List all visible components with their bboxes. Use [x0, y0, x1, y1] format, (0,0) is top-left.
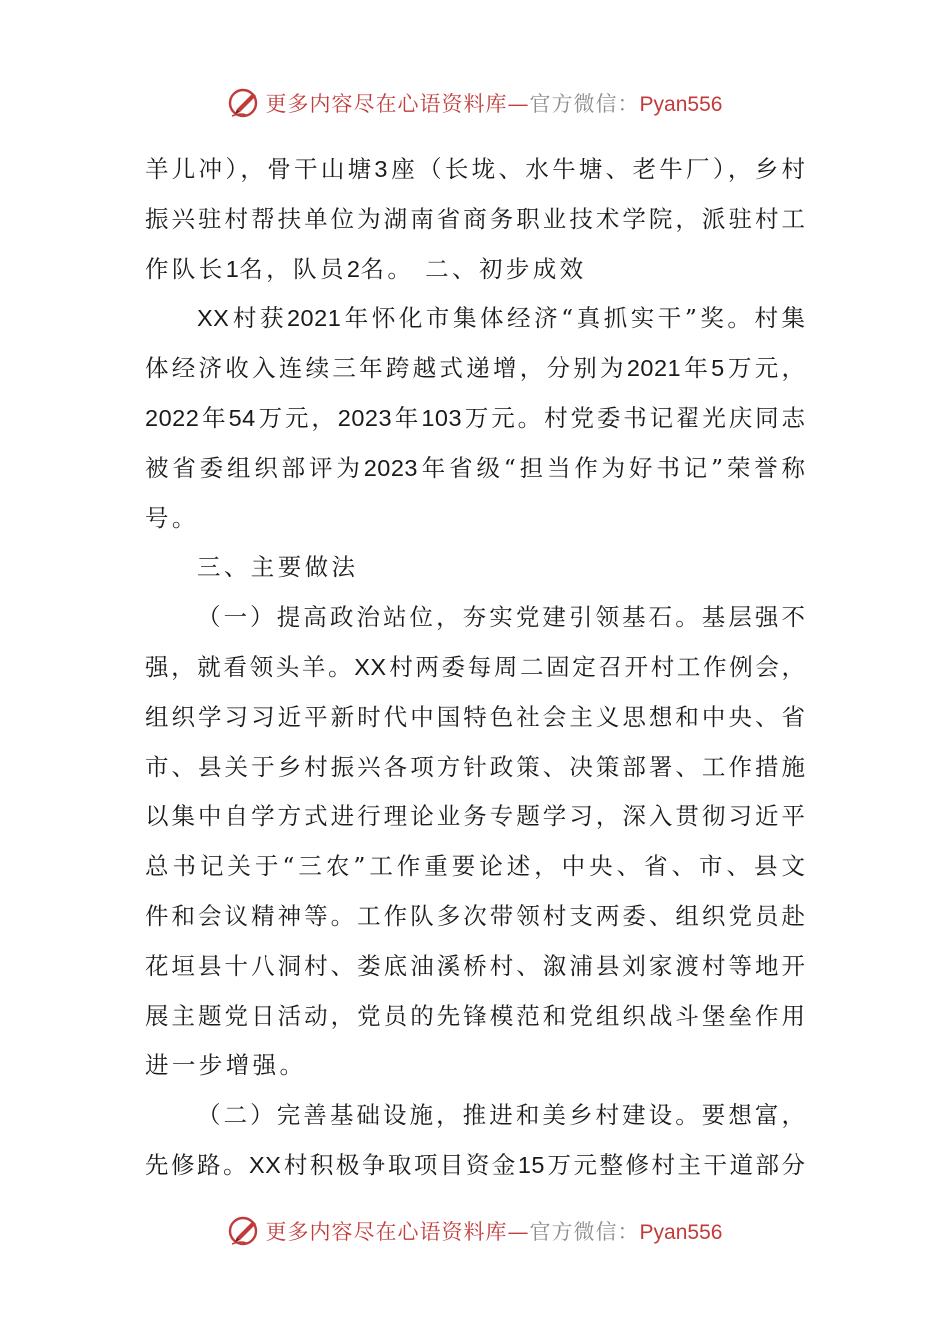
body-line: 振兴驻村帮扶单位为湖南省商务职业技术学院，派驻村工: [145, 204, 805, 233]
header-watermark-banner: [0, 80, 950, 126]
body-line: 进一步增强。: [145, 1051, 307, 1080]
body-line: 市、县关于乡村振兴各项方针政策、决策部署、工作措施: [145, 752, 805, 781]
body-line: 展主题党日活动，党员的先锋模范和党组织战斗堡垒作用: [145, 1001, 805, 1030]
body-line: 总书记关于“三农”工作重要论述，中央、省、市、县文: [145, 852, 805, 881]
section-heading: 三、主要做法: [197, 553, 359, 582]
body-line: 先修路。XX村积极争取项目资金15万元整修村主干道部分: [145, 1150, 805, 1179]
body-line: 被省委组织部评为2023年省级“担当作为好书记”荣誉称: [145, 453, 806, 482]
body-line: 作队长1名，队员2名。 二、初步成效: [145, 254, 587, 283]
watermark-text: 更多内容尽在心语资料库—官方微信：Pyan556: [265, 1220, 723, 1244]
subsection-heading: （二）完善基础设施，推进和美乡村建设。要想富，: [197, 1101, 805, 1130]
body-line: 花垣县十八洞村、娄底油溪桥村、溆浦县刘家渡村等地开: [145, 951, 805, 980]
body-line: 体经济收入连续三年跨越式递增，分别为2021年5万元，: [145, 354, 806, 383]
body-line: 组织学习习近平新时代中国特色社会主义思想和中央、省: [145, 702, 805, 731]
subsection-heading: （一）提高政治站位，夯实党建引领基石。基层强不: [197, 603, 805, 632]
body-line: 件和会议精神等。工作队多次带领村支两委、组织党员赴: [145, 901, 805, 930]
pen-logo-icon: [228, 1214, 262, 1248]
footer-watermark-banner: [0, 1208, 950, 1254]
document-body: [145, 145, 805, 1191]
body-line: XX村获2021年怀化市集体经济“真抓实干”奖。村集: [197, 304, 806, 333]
body-line: 以集中自学方式进行理论业务专题学习，深入贯彻习近平: [145, 802, 805, 831]
pen-logo-icon: [228, 86, 262, 120]
body-line: 2022年54万元，2023年103万元。村党委书记翟光庆同志: [145, 403, 806, 432]
body-line: 羊儿冲），骨干山塘3座（长垅、水牛塘、老牛厂），乡村: [145, 155, 805, 183]
body-line: 号。: [145, 503, 199, 532]
body-line: 强，就看领头羊。XX村两委每周二固定召开村工作例会，: [145, 652, 806, 681]
watermark-text: 更多内容尽在心语资料库—官方微信：Pyan556: [265, 92, 723, 116]
